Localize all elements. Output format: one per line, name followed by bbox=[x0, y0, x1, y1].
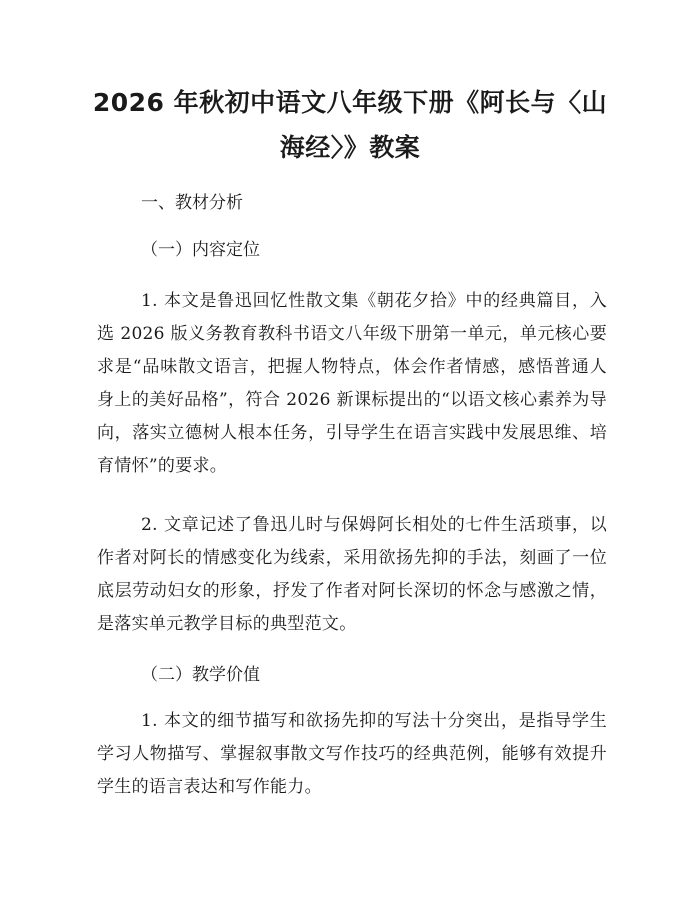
paragraph-content-positioning-2: 2. 文章记述了鲁迅儿时与保姆阿长相处的七件生活琐事，以作者对阿长的情感变化为线索，采用欲扬先抑的手法，刻画了一位底层劳动妇女的形象，抒发了作者对阿长深切的怀念与感激之情，是落实单元教学目标的典型范文。 bbox=[97, 515, 607, 634]
section-heading-textbook-analysis: 一、教材分析 bbox=[141, 193, 243, 213]
document-title-line-2: 海经〉》教案 bbox=[279, 133, 421, 162]
paragraph-teaching-value-1: 1. 本文的细节描写和欲扬先抑的写法十分突出，是指导学生学习人物描写、掌握叙事散文写作技巧的经典范例，能够有效提升学生的语言表达和写作能力。 bbox=[97, 711, 607, 797]
subsection-heading-content-positioning: （一）内容定位 bbox=[141, 240, 260, 260]
subsection-heading-teaching-value: （二）教学价值 bbox=[141, 665, 260, 685]
paragraph-content-positioning-1: 1. 本文是鲁迅回忆性散文集《朝花夕拾》中的经典篇目，入选 2026 版义务教育教科书语文八年级下册第一单元，单元核心要求是“品味散文语言，把握人物特点，体会作者情感，感悟普通人身上的美好品格”，符合 2026 新课标提出的“以语文核心素养为导向，落实立德树人根本任务，引导学生在语言实践中发展思维、培育情怀”的要求。 bbox=[97, 291, 607, 476]
document-title-line-1: 2026 年秋初中语文八年级下册《阿长与〈山 bbox=[92, 88, 608, 117]
